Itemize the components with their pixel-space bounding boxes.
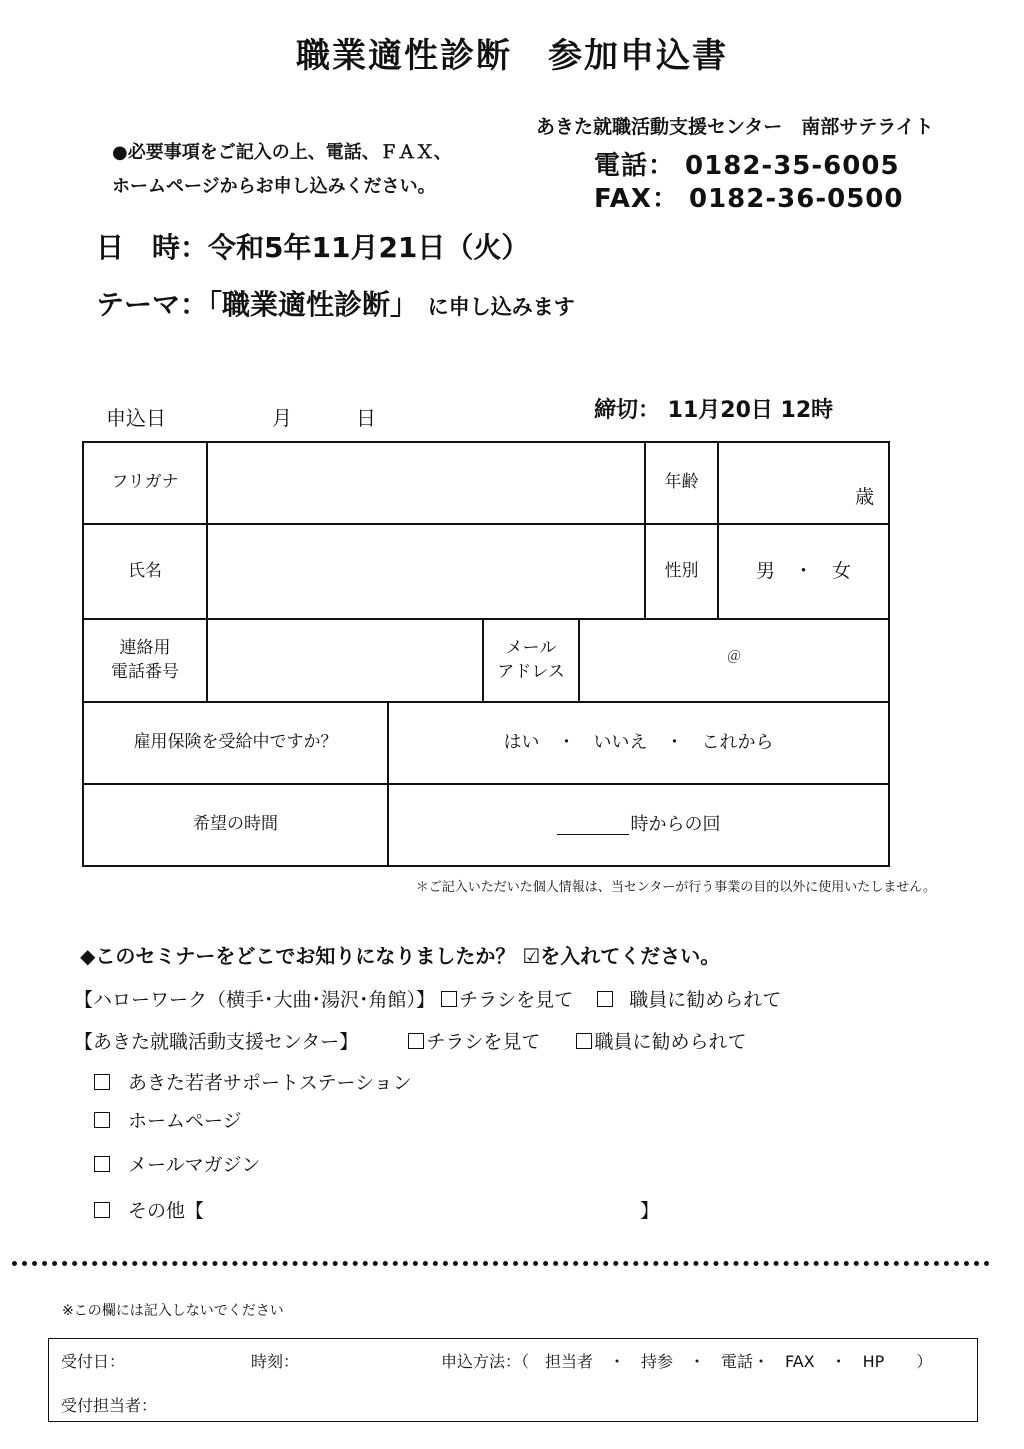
time-suffix: 時からの回: [630, 814, 721, 836]
staff-in-charge-label: 受付担当者：: [61, 1396, 158, 1415]
survey-row-center: [74, 1027, 746, 1054]
time-field[interactable]: [389, 785, 888, 865]
youth-support-checkbox[interactable]: [94, 1074, 110, 1090]
survey-row-homepage: [94, 1106, 242, 1133]
center-staff-checkbox[interactable]: [576, 1033, 592, 1049]
theme-suffix: に申し込みます: [427, 295, 575, 319]
email-at-symbol: ＠: [727, 649, 741, 665]
gender-options[interactable]: 男 ・ 女: [755, 560, 851, 583]
gender-label: 性別: [664, 560, 699, 581]
survey-question: ◆このセミナーをどこでお知りになりましたか？ ☑を入れてください。: [80, 944, 721, 968]
age-field[interactable]: [719, 443, 888, 523]
application-method-label: 申込方法：（ 担当者 ・ 持参 ・ 電話・ FAX ・ HP ）: [441, 1352, 933, 1371]
intro-line-2: ホームページからお申し込みください。: [112, 176, 436, 197]
hellowork-staff-checkbox[interactable]: [597, 991, 613, 1007]
email-field[interactable]: [580, 620, 888, 701]
deadline: 締切： 11月20日 12時: [594, 398, 834, 423]
mail-magazine-checkbox[interactable]: [94, 1156, 110, 1172]
phone-label: [84, 620, 206, 701]
staff-use-note: ※この欄には記入しないでください: [62, 1303, 284, 1319]
age-label: 年齢: [664, 472, 699, 493]
event-date: 日 時：令和5年11月21日（火）: [96, 231, 530, 264]
phone-label-line-2: 電話番号: [111, 661, 179, 682]
email-label: [484, 620, 578, 701]
hellowork-flyer-checkbox[interactable]: [441, 991, 457, 1007]
application-day: 日: [356, 406, 376, 430]
organizer-fax: FAX： 0182-36-0500: [594, 184, 904, 214]
furigana-label: フリガナ: [111, 472, 179, 493]
received-time-label: 時刻：: [251, 1352, 300, 1371]
staff-use-box: [48, 1338, 978, 1422]
survey-row-mailmag: [94, 1150, 260, 1177]
intro-line-1: ●必要事項をご記入の上、電話、ＦＡＸ、: [112, 142, 452, 163]
center-staff-label: 職員に勧められて: [594, 1031, 747, 1053]
page-title: 職業適性診断 参加申込書: [296, 36, 728, 76]
hellowork-label: 【ハローワーク（横手･大曲･湯沢･角館）】: [74, 989, 436, 1011]
insurance-options[interactable]: はい ・ いいえ ・ これから: [503, 732, 774, 754]
center-flyer-label: チラシを見て: [426, 1031, 541, 1053]
email-label-line-2: アドレス: [497, 661, 565, 682]
application-month: 月: [272, 406, 292, 430]
email-label-line-1: メール: [505, 637, 557, 658]
center-label: 【あきた就職活動支援センター】: [74, 1031, 359, 1053]
insurance-label: 雇用保険を受給中ですか？: [133, 732, 338, 753]
name-label: 氏名: [128, 560, 162, 581]
other-checkbox[interactable]: [94, 1202, 110, 1218]
organizer-name: あきた就職活動支援センター 南部サテライト: [536, 116, 934, 138]
homepage-label: ホームページ: [128, 1110, 242, 1132]
homepage-checkbox[interactable]: [94, 1112, 110, 1128]
theme-label: テーマ：「職業適性診断」: [96, 288, 419, 321]
hellowork-staff-label: 職員に勧められて: [629, 989, 782, 1011]
cut-line-divider: [12, 1261, 990, 1266]
other-label: その他【: [128, 1200, 205, 1222]
time-blank[interactable]: [557, 816, 629, 835]
youth-support-label: あきた若者サポートステーション: [128, 1072, 412, 1094]
furigana-field[interactable]: [208, 443, 644, 523]
survey-row-other: [94, 1196, 659, 1223]
application-date-label: 申込日: [106, 406, 166, 430]
center-flyer-checkbox[interactable]: [408, 1033, 424, 1049]
age-unit: 歳: [854, 486, 874, 509]
name-field[interactable]: [208, 525, 644, 618]
phone-label-line-1: 連絡用: [119, 637, 171, 658]
other-close-bracket: 】: [640, 1200, 660, 1222]
mail-magazine-label: メールマガジン: [128, 1154, 261, 1176]
event-theme: [96, 283, 575, 323]
survey-row-youth: [94, 1068, 412, 1095]
received-date-label: 受付日：: [61, 1352, 126, 1371]
time-label: 希望の時間: [193, 814, 278, 835]
organizer-tel: 電話： 0182-35-6005: [594, 151, 900, 181]
hellowork-flyer-label: チラシを見て: [459, 989, 574, 1011]
survey-row-hellowork: [74, 985, 781, 1012]
phone-field[interactable]: [208, 620, 482, 701]
privacy-note: ＊ご記入いただいた個人情報は、当センターが行う事業の目的以外に使用いたしません。: [415, 880, 936, 895]
